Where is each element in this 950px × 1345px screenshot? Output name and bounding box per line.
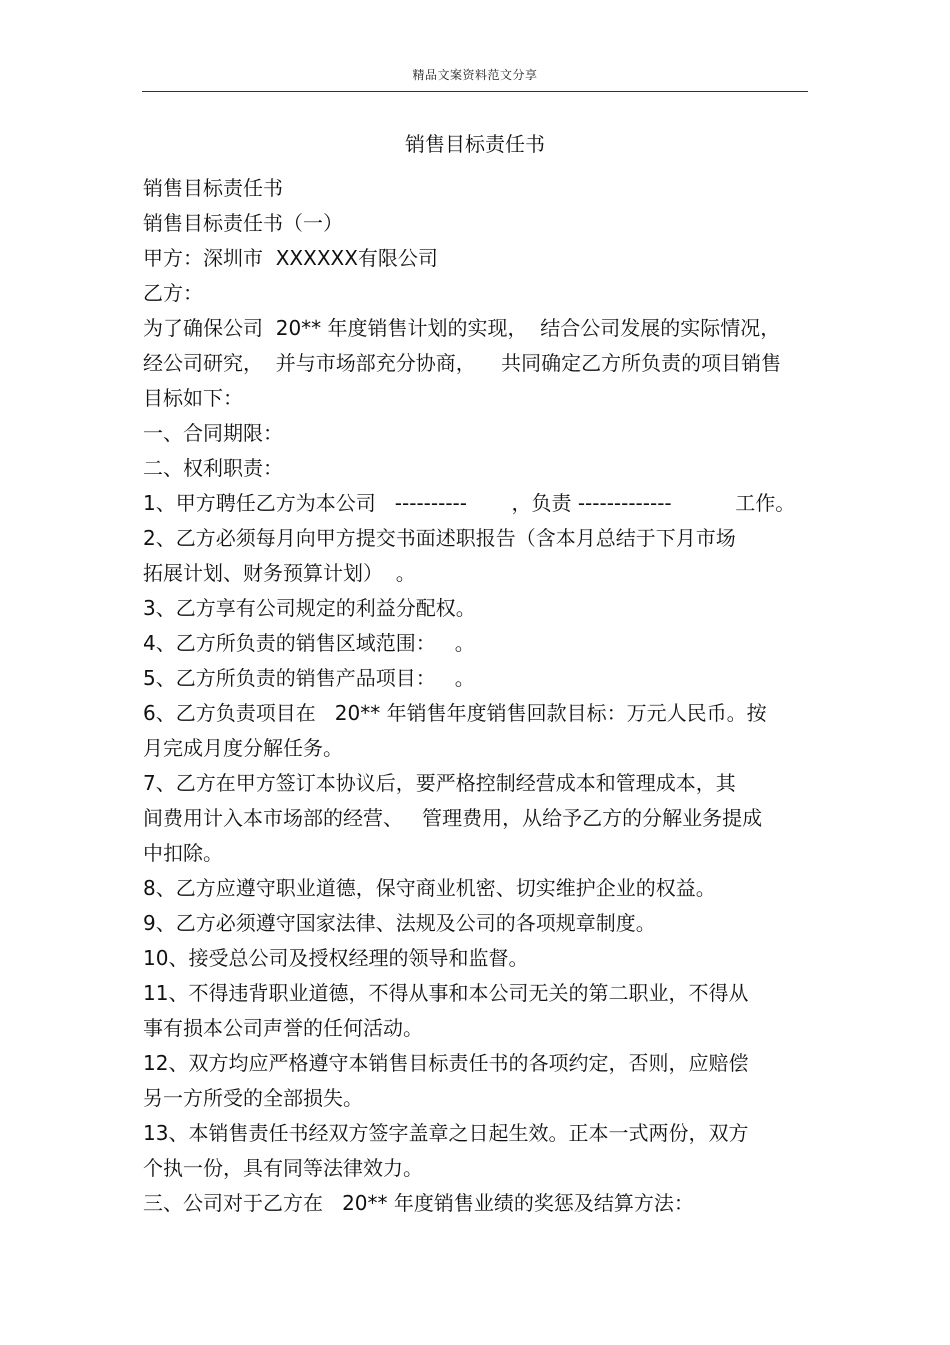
body-line: 销售目标责任书 [143, 176, 283, 200]
body-line: 2、乙方必须每月向甲方提交书面述职报告（含本月总结于下月市场 [143, 526, 736, 550]
body-line: 个执一份，具有同等法律效力。 [143, 1156, 423, 1180]
body-line: 甲方：深圳市 XXXXXX有限公司 [143, 246, 438, 270]
body-line: 间费用计入本市场部的经营、 管理费用，从给予乙方的分解业务提成 [143, 806, 763, 830]
body-line: 10、接受总公司及授权经理的领导和监督。 [143, 946, 529, 970]
body-line: 12、双方均应严格遵守本销售目标责任书的各项约定，否则，应赔偿 [143, 1051, 749, 1075]
body-line: 1、甲方聘任乙方为本公司 ---------- ，负责 ------------- 工作。 [143, 491, 796, 515]
body-line: 乙方： [143, 281, 203, 305]
body-line: 11、不得违背职业道德，不得从事和本公司无关的第二职业，不得从 [143, 981, 749, 1005]
body-line: 6、乙方负责项目在 20** 年销售年度销售回款目标：万元人民币。按 [143, 701, 767, 725]
body-line: 拓展计划、财务预算计划） 。 [143, 561, 416, 585]
body-line: 3、乙方享有公司规定的利益分配权。 [143, 596, 476, 620]
body-line: 为了确保公司 20** 年度销售计划的实现， 结合公司发展的实际情况， [143, 316, 781, 340]
body-line: 一、合同期限： [143, 421, 283, 445]
body-line: 月完成月度分解任务。 [143, 736, 343, 760]
body-line: 事有损本公司声誉的任何活动。 [143, 1016, 423, 1040]
body-line: 5、乙方所负责的销售产品项目： 。 [143, 666, 475, 690]
body-line: 二、权利职责： [143, 456, 283, 480]
body-line: 三、公司对于乙方在 20** 年度销售业绩的奖惩及结算方法： [143, 1191, 694, 1215]
body-line: 中扣除。 [143, 841, 223, 865]
body-line: 13、本销售责任书经双方签字盖章之日起生效。正本一式两份，双方 [143, 1121, 749, 1145]
body-line: 另一方所受的全部损失。 [143, 1086, 363, 1110]
document-title: 销售目标责任书 [405, 132, 545, 156]
body-line: 4、乙方所负责的销售区域范围： 。 [143, 631, 475, 655]
document-body [143, 171, 823, 1221]
body-line: 目标如下： [143, 386, 243, 410]
body-line: 9、乙方必须遵守国家法律、法规及公司的各项规章制度。 [143, 911, 656, 935]
body-line: 8、乙方应遵守职业道德，保守商业机密、切实维护企业的权益。 [143, 876, 716, 900]
body-line: 7、乙方在甲方签订本协议后，要严格控制经营成本和管理成本，其 [143, 771, 736, 795]
page-header: 精品文案资料范文分享 [412, 68, 538, 82]
body-line: 经公司研究， 并与市场部充分协商， 共同确定乙方所负责的项目销售 [143, 351, 782, 375]
header-divider [142, 91, 808, 92]
body-line: 销售目标责任书（一） [143, 211, 343, 235]
